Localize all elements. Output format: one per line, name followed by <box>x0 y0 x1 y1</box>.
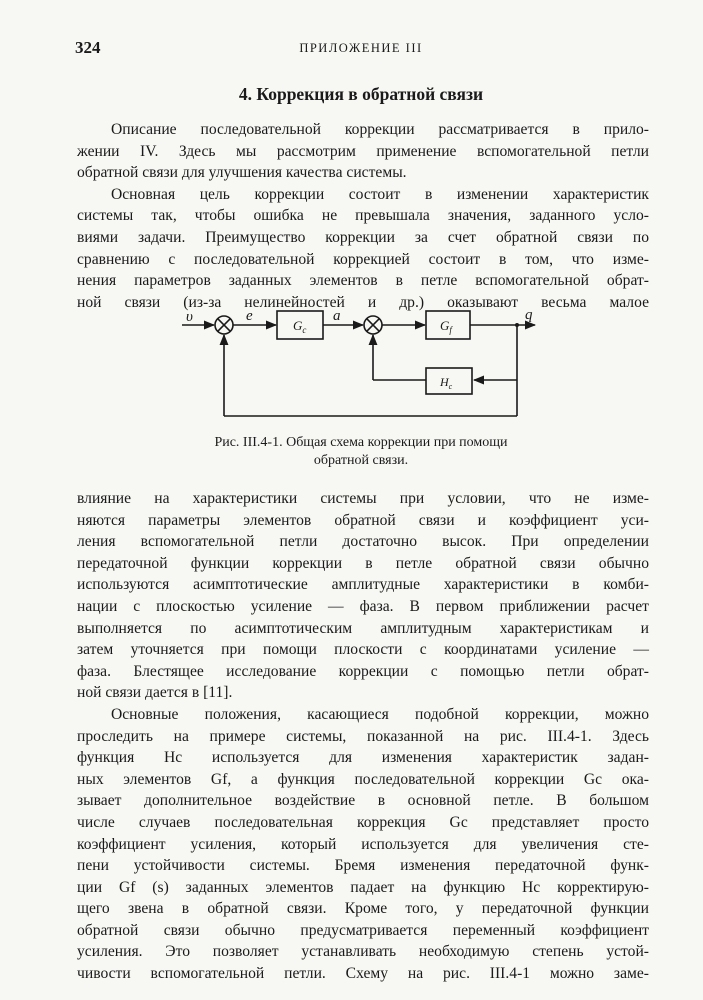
text-line: ной связи дается в [11]. <box>77 684 233 702</box>
block-diagram <box>170 300 550 425</box>
text-line: щего звена в обратной связи. Кроме того, у передаточной функции <box>77 900 649 918</box>
output-label: q <box>525 307 533 323</box>
text-line: Описание последовательной коррекции рассматривается в прило- <box>111 121 649 138</box>
text-line: системы так, чтобы ошибка не превышала значения, заданного усло- <box>77 207 649 225</box>
text-line: числе случаев последовательная коррекция Gc представляет просто <box>77 813 649 831</box>
page-number: 324 <box>75 38 101 57</box>
text-line: передаточной функции коррекции в петле обратной связи обычно <box>77 554 649 572</box>
text-line: Основная цель коррекции состоит в изменении характеристик <box>111 185 649 203</box>
text-line: виями задачи. Преимущество коррекции за счет обратной связи по <box>77 228 649 246</box>
section-title: 4. Коррекция в обратной связи <box>238 84 484 104</box>
text-line: жении IV. Здесь мы рассмотрим применение вспомогательной петли <box>77 142 649 160</box>
text-line: выполняется по асимптотическим амплитудным характеристикам и <box>77 619 649 637</box>
text-line: проследить на примере системы, показанной на рис. III.4-1. Здесь <box>77 727 649 745</box>
body-text <box>77 488 649 985</box>
text-line: зывает дополнительное воздействие в основной петле. В большом <box>77 792 649 810</box>
intro-text <box>77 119 649 313</box>
text-line: ции Gf (s) заданных элементов падает на функцию Hc корректирую- <box>77 878 649 896</box>
page-header <box>75 38 647 60</box>
text-line: усиления. Это позволяет устанавливать необходимую степень устой- <box>77 943 649 961</box>
block-gf-label: G <box>440 318 450 333</box>
text-line: влияние на характеристики системы при условии, что не изме- <box>77 490 649 507</box>
error-label: e <box>246 308 253 324</box>
text-line: затем уточняется при помощи плоскости с координатами усиление — <box>77 641 649 659</box>
text-line: фаза. Блестящее исследование коррекции с помощью петли обрат- <box>77 662 649 680</box>
text-line: нения параметров заданных элементов в петле вспомогательной обрат- <box>77 272 649 290</box>
caption-line: Рис. III.4-1. Общая схема коррекции при помощи <box>214 435 508 450</box>
text-line: Основные положения, касающиеся подобной коррекции, можно <box>111 705 649 723</box>
block-gf-subscript: f <box>449 325 452 335</box>
text-line: функция Hc используется для изменения характеристик задан- <box>77 749 649 767</box>
block-hc-label: H <box>440 375 449 389</box>
svg-text:Hc <box>439 375 453 391</box>
mid-label: a <box>333 308 341 324</box>
text-line: ных элементов Gf, а функция последовательной коррекции Gc ока- <box>77 770 649 788</box>
text-line: используются асимптотические амплитудные характеристики в комби- <box>77 576 649 594</box>
running-head: ПРИЛОЖЕНИЕ III <box>299 41 423 55</box>
text-line: ления вспомогательной петли достаточно высок. При определении <box>77 533 649 551</box>
text-line: обратной связи для улучшения качества системы. <box>77 164 407 182</box>
text-line: пени устойчивости системы. Бремя изменения передаточной функ- <box>77 857 649 875</box>
svg-text:Gc <box>293 318 306 335</box>
text-line: сравнению с последовательной коррекцией состоит в том, что изме- <box>77 250 649 268</box>
text-line: нации с плоскостью усиление — фаза. В первом приближении расчет <box>77 597 649 615</box>
block-hc-subscript: c <box>448 382 453 391</box>
block-gc-subscript: c <box>302 325 307 335</box>
text-line: обратной связи обычно предусматривается переменный коэффициент <box>77 921 649 939</box>
text-line: ной связи (из-за нелинейностей и др.) оказывают весьма малое <box>77 293 649 311</box>
text-line: няются параметры элементов обратной связи и коэффициент уси- <box>77 511 649 529</box>
block-gc-label: G <box>293 318 303 333</box>
text-line: чивости вспомогательной петли. Схему на рис. III.4-1 можно заме- <box>77 965 649 983</box>
figure-caption <box>75 434 647 470</box>
input-label: υ <box>186 309 193 325</box>
text-line: коэффициент усиления, который используется для увеличения сте- <box>77 835 649 853</box>
caption-line: обратной связи. <box>313 453 409 468</box>
svg-text:Gf <box>440 318 453 335</box>
